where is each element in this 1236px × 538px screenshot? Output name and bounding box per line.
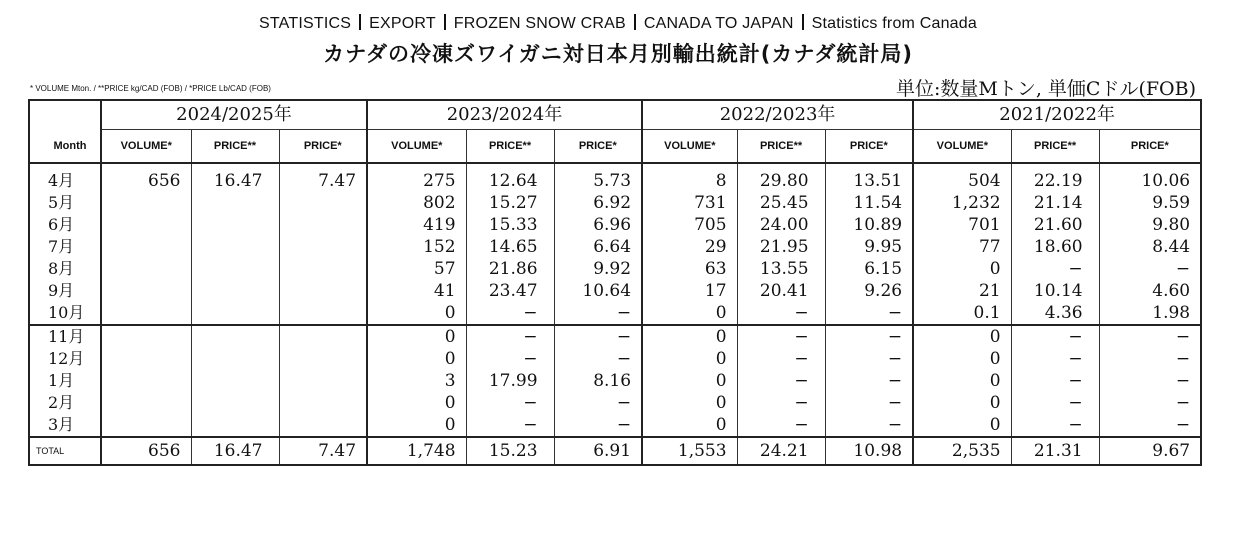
price-kg-cell: 23.47 <box>466 280 554 302</box>
price-lb-cell: − <box>825 348 913 370</box>
volume-cell <box>101 325 191 348</box>
price-lb-cell: 9.95 <box>825 236 913 258</box>
price-kg-cell: 21.31 <box>1011 437 1099 465</box>
volume-column-header: VOLUME* <box>913 130 1011 164</box>
volume-cell: 57 <box>367 258 466 280</box>
price-kg-cell: 20.41 <box>737 280 825 302</box>
volume-cell: 0 <box>913 370 1011 392</box>
price-lb-cell <box>279 214 367 236</box>
header-product: FROZEN SNOW CRAB <box>453 15 626 32</box>
price-lb-cell: 7.47 <box>279 437 367 465</box>
price-kg-column-header: PRICE** <box>1011 130 1099 164</box>
price-kg-cell: 25.45 <box>737 192 825 214</box>
price-kg-cell: 17.99 <box>466 370 554 392</box>
header-separator <box>444 14 446 30</box>
price-lb-cell: 8.44 <box>1099 236 1201 258</box>
month-cell: 9月 <box>29 280 101 302</box>
volume-cell: 656 <box>101 437 191 465</box>
volume-cell: 0.1 <box>913 302 1011 325</box>
volume-cell <box>101 280 191 302</box>
price-kg-cell: − <box>466 392 554 414</box>
month-cell: 1月 <box>29 370 101 392</box>
year-header: 2022/2023年 <box>642 100 913 130</box>
price-lb-cell: 6.92 <box>554 192 642 214</box>
price-kg-cell: 21.95 <box>737 236 825 258</box>
price-lb-cell: 6.91 <box>554 437 642 465</box>
price-kg-cell: 15.27 <box>466 192 554 214</box>
price-lb-cell: − <box>1099 414 1201 437</box>
volume-cell: 0 <box>913 325 1011 348</box>
volume-cell: 41 <box>367 280 466 302</box>
header-source: Statistics from Canada <box>811 15 977 32</box>
volume-cell: 504 <box>913 163 1011 192</box>
volume-cell: 0 <box>642 325 737 348</box>
price-kg-cell: − <box>1011 414 1099 437</box>
price-lb-cell: 8.16 <box>554 370 642 392</box>
table-row <box>29 414 1201 437</box>
price-kg-cell <box>191 192 279 214</box>
volume-cell: 1,748 <box>367 437 466 465</box>
price-lb-cell: 6.96 <box>554 214 642 236</box>
volume-cell: 731 <box>642 192 737 214</box>
price-lb-cell: 9.92 <box>554 258 642 280</box>
volume-cell: 0 <box>913 392 1011 414</box>
price-lb-cell: 1.98 <box>1099 302 1201 325</box>
volume-cell: 656 <box>101 163 191 192</box>
header-route: CANADA TO JAPAN <box>643 15 794 32</box>
price-kg-cell: − <box>466 302 554 325</box>
price-kg-cell: 22.19 <box>1011 163 1099 192</box>
price-lb-cell: 13.51 <box>825 163 913 192</box>
price-lb-cell <box>279 392 367 414</box>
price-kg-cell: 18.60 <box>1011 236 1099 258</box>
table-row <box>29 163 1201 192</box>
price-lb-cell: − <box>554 414 642 437</box>
month-cell: 10月 <box>29 302 101 325</box>
volume-cell: 0 <box>367 348 466 370</box>
price-kg-cell: 12.64 <box>466 163 554 192</box>
price-lb-column-header: PRICE* <box>825 130 913 164</box>
price-lb-cell: − <box>825 414 913 437</box>
header-separator <box>634 14 636 30</box>
volume-cell <box>101 370 191 392</box>
export-statistics-table <box>28 99 1202 466</box>
volume-cell: 0 <box>367 392 466 414</box>
price-lb-cell: 7.47 <box>279 163 367 192</box>
header-line <box>0 14 1236 33</box>
price-kg-column-header: PRICE** <box>466 130 554 164</box>
price-lb-cell: − <box>554 325 642 348</box>
price-kg-cell <box>191 214 279 236</box>
volume-cell: 8 <box>642 163 737 192</box>
price-kg-cell: 21.60 <box>1011 214 1099 236</box>
price-kg-cell: 10.14 <box>1011 280 1099 302</box>
price-lb-cell: 9.67 <box>1099 437 1201 465</box>
volume-cell: 0 <box>642 414 737 437</box>
table-row <box>29 325 1201 348</box>
table-row <box>29 192 1201 214</box>
total-row <box>29 437 1201 465</box>
price-lb-cell: 6.64 <box>554 236 642 258</box>
volume-cell: 0 <box>367 325 466 348</box>
volume-cell: 419 <box>367 214 466 236</box>
month-cell: 11月 <box>29 325 101 348</box>
price-kg-cell: 29.80 <box>737 163 825 192</box>
price-kg-cell: 16.47 <box>191 437 279 465</box>
volume-cell <box>101 302 191 325</box>
volume-cell: 1,553 <box>642 437 737 465</box>
volume-column-header: VOLUME* <box>101 130 191 164</box>
price-kg-cell <box>191 392 279 414</box>
price-lb-cell: − <box>554 302 642 325</box>
price-lb-column-header: PRICE* <box>1099 130 1201 164</box>
price-lb-cell: − <box>825 325 913 348</box>
price-lb-cell: − <box>1099 258 1201 280</box>
price-kg-cell: 15.23 <box>466 437 554 465</box>
price-lb-cell: − <box>1099 392 1201 414</box>
volume-cell: 0 <box>642 348 737 370</box>
price-kg-cell: 16.47 <box>191 163 279 192</box>
table-row <box>29 370 1201 392</box>
table-row <box>29 280 1201 302</box>
month-column-header: Month <box>29 130 101 164</box>
price-kg-cell: − <box>1011 325 1099 348</box>
units-note: * VOLUME Mton. / **PRICE kg/CAD (FOB) / *PRICE Lb/CAD (FOB) <box>30 84 271 93</box>
price-lb-cell: 10.89 <box>825 214 913 236</box>
price-kg-cell: − <box>737 325 825 348</box>
table-row <box>29 258 1201 280</box>
price-lb-cell: − <box>825 370 913 392</box>
volume-cell: 21 <box>913 280 1011 302</box>
month-corner-cell <box>29 100 101 130</box>
price-lb-column-header: PRICE* <box>279 130 367 164</box>
table-row <box>29 214 1201 236</box>
price-kg-cell: 4.36 <box>1011 302 1099 325</box>
header-statistics: STATISTICS <box>259 15 352 32</box>
price-lb-cell: − <box>554 348 642 370</box>
price-lb-cell: 5.73 <box>554 163 642 192</box>
price-lb-cell <box>279 348 367 370</box>
volume-cell <box>101 414 191 437</box>
year-header: 2024/2025年 <box>101 100 367 130</box>
volume-cell <box>101 236 191 258</box>
price-kg-cell: − <box>737 392 825 414</box>
volume-cell: 2,535 <box>913 437 1011 465</box>
volume-cell: 3 <box>367 370 466 392</box>
header-separator <box>802 14 804 30</box>
header-export: EXPORT <box>369 15 436 32</box>
price-kg-cell <box>191 414 279 437</box>
volume-cell: 1,232 <box>913 192 1011 214</box>
volume-cell: 0 <box>642 302 737 325</box>
price-lb-cell: 10.06 <box>1099 163 1201 192</box>
price-kg-cell <box>191 236 279 258</box>
price-lb-cell: 10.98 <box>825 437 913 465</box>
price-lb-cell: 11.54 <box>825 192 913 214</box>
price-kg-cell: − <box>466 348 554 370</box>
month-cell: 5月 <box>29 192 101 214</box>
volume-cell: 0 <box>642 370 737 392</box>
table-row <box>29 348 1201 370</box>
price-kg-cell <box>191 348 279 370</box>
price-kg-cell: 24.21 <box>737 437 825 465</box>
volume-cell: 152 <box>367 236 466 258</box>
price-lb-cell <box>279 280 367 302</box>
price-kg-cell: − <box>737 414 825 437</box>
price-kg-cell: 21.14 <box>1011 192 1099 214</box>
price-lb-cell: 9.26 <box>825 280 913 302</box>
year-header: 2021/2022年 <box>913 100 1201 130</box>
month-cell: 7月 <box>29 236 101 258</box>
month-cell: 2月 <box>29 392 101 414</box>
year-header-row <box>29 100 1201 130</box>
header-separator <box>359 14 361 30</box>
column-header-row <box>29 130 1201 164</box>
price-kg-cell: 24.00 <box>737 214 825 236</box>
volume-cell <box>101 348 191 370</box>
price-kg-cell: 14.65 <box>466 236 554 258</box>
volume-cell <box>101 392 191 414</box>
month-cell: 4月 <box>29 163 101 192</box>
price-lb-cell: − <box>1099 325 1201 348</box>
month-cell: 12月 <box>29 348 101 370</box>
table-row <box>29 392 1201 414</box>
price-kg-cell: − <box>737 348 825 370</box>
month-cell: 6月 <box>29 214 101 236</box>
price-kg-cell: 13.55 <box>737 258 825 280</box>
price-lb-cell <box>279 302 367 325</box>
price-lb-cell: − <box>825 302 913 325</box>
price-kg-cell <box>191 258 279 280</box>
price-kg-cell: − <box>1011 258 1099 280</box>
price-kg-cell: − <box>737 370 825 392</box>
price-lb-cell: 4.60 <box>1099 280 1201 302</box>
price-lb-cell: 6.15 <box>825 258 913 280</box>
month-cell: 3月 <box>29 414 101 437</box>
price-lb-cell <box>279 192 367 214</box>
price-kg-cell: − <box>466 414 554 437</box>
price-kg-column-header: PRICE** <box>737 130 825 164</box>
price-lb-cell <box>279 414 367 437</box>
volume-cell: 63 <box>642 258 737 280</box>
volume-cell: 77 <box>913 236 1011 258</box>
total-label: TOTAL <box>29 437 101 465</box>
page-title: カナダの冷凍ズワイガニ対日本月別輸出統計(カナダ統計局) <box>323 42 913 66</box>
price-lb-cell: − <box>1099 348 1201 370</box>
price-kg-cell <box>191 280 279 302</box>
price-kg-cell <box>191 302 279 325</box>
volume-cell: 705 <box>642 214 737 236</box>
volume-cell: 0 <box>913 258 1011 280</box>
price-lb-cell <box>279 370 367 392</box>
volume-cell: 0 <box>367 414 466 437</box>
price-lb-cell: 10.64 <box>554 280 642 302</box>
volume-cell: 0 <box>913 348 1011 370</box>
price-lb-cell <box>279 258 367 280</box>
unit-label: 単位:数量Mトン, 単価Cドル(FOB) <box>895 78 1196 100</box>
price-lb-cell: 9.80 <box>1099 214 1201 236</box>
volume-cell <box>101 258 191 280</box>
table-row <box>29 236 1201 258</box>
price-kg-cell: − <box>1011 392 1099 414</box>
volume-cell: 0 <box>642 392 737 414</box>
year-header: 2023/2024年 <box>367 100 642 130</box>
volume-cell: 701 <box>913 214 1011 236</box>
volume-cell: 29 <box>642 236 737 258</box>
volume-column-header: VOLUME* <box>642 130 737 164</box>
volume-column-header: VOLUME* <box>367 130 466 164</box>
volume-cell: 0 <box>913 414 1011 437</box>
volume-cell: 275 <box>367 163 466 192</box>
price-lb-cell <box>279 236 367 258</box>
price-kg-cell: − <box>466 325 554 348</box>
price-lb-column-header: PRICE* <box>554 130 642 164</box>
volume-cell: 17 <box>642 280 737 302</box>
volume-cell <box>101 192 191 214</box>
price-lb-cell: − <box>554 392 642 414</box>
price-kg-cell: − <box>1011 348 1099 370</box>
volume-cell <box>101 214 191 236</box>
price-lb-cell <box>279 325 367 348</box>
price-lb-cell: − <box>1099 370 1201 392</box>
price-kg-cell <box>191 370 279 392</box>
price-kg-cell: − <box>737 302 825 325</box>
month-cell: 8月 <box>29 258 101 280</box>
volume-cell: 0 <box>367 302 466 325</box>
price-kg-column-header: PRICE** <box>191 130 279 164</box>
price-kg-cell: 21.86 <box>466 258 554 280</box>
price-kg-cell: − <box>1011 370 1099 392</box>
price-kg-cell <box>191 325 279 348</box>
price-kg-cell: 15.33 <box>466 214 554 236</box>
price-lb-cell: 9.59 <box>1099 192 1201 214</box>
table-row <box>29 302 1201 325</box>
volume-cell: 802 <box>367 192 466 214</box>
price-lb-cell: − <box>825 392 913 414</box>
